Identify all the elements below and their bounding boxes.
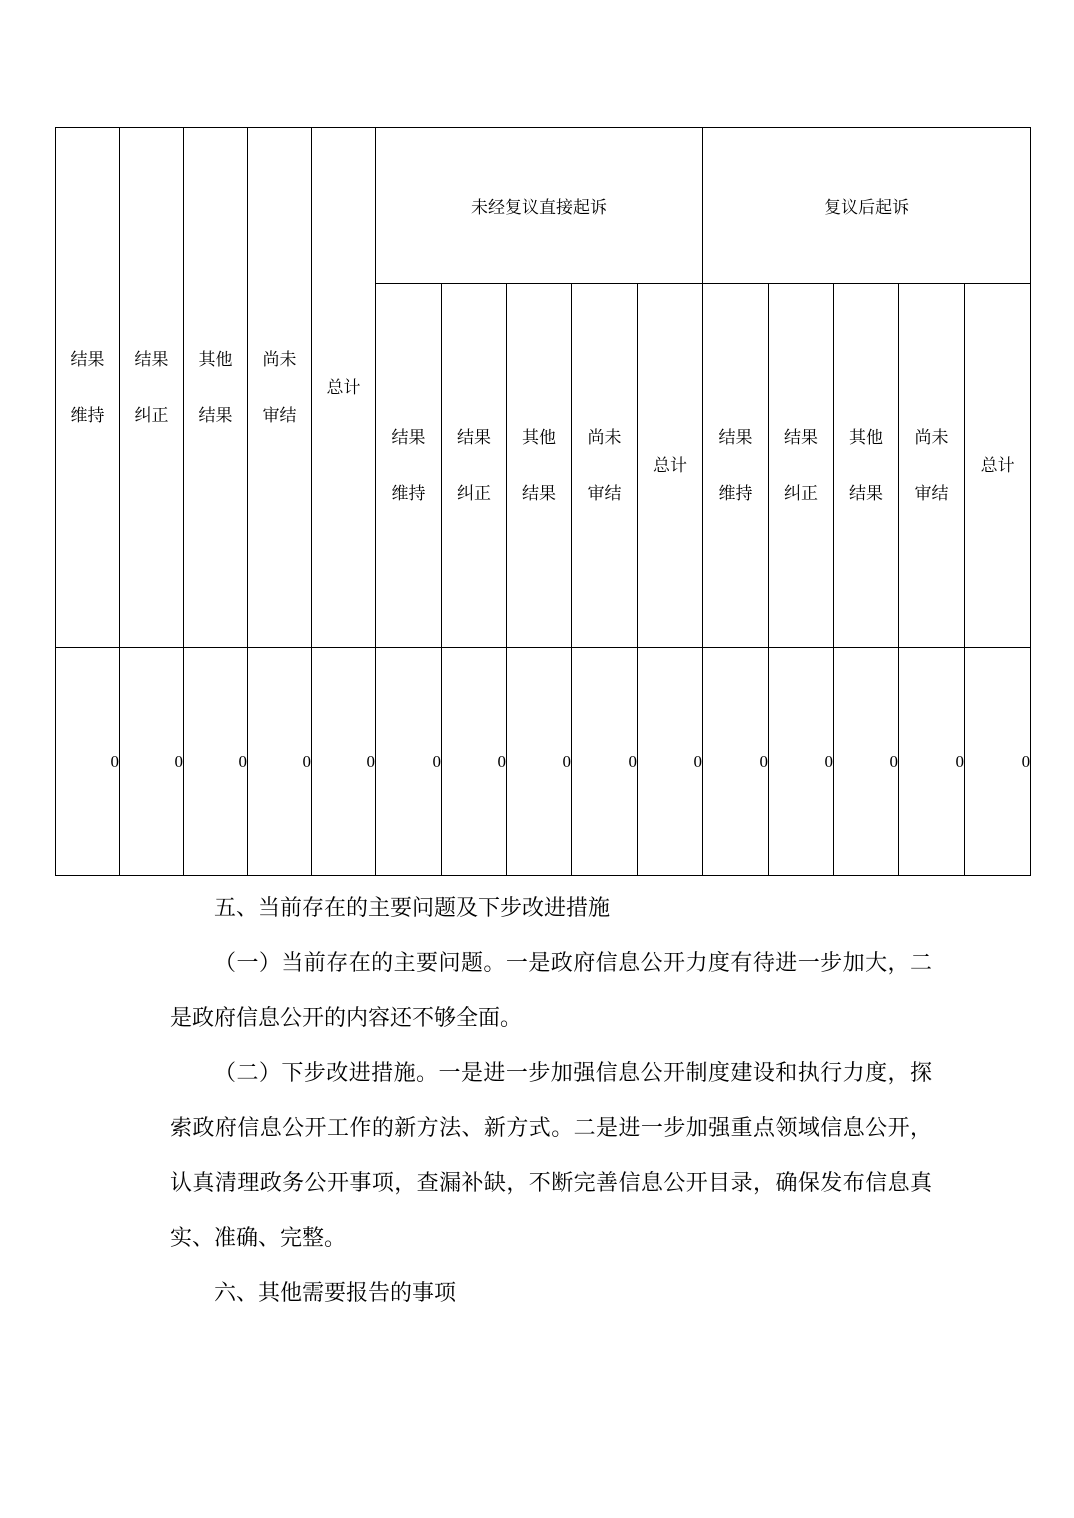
subheader-cell-other-result — [834, 284, 899, 648]
data-cell: 0 — [572, 648, 638, 876]
data-cell: 0 — [442, 648, 507, 876]
header-cell-total — [312, 128, 376, 648]
table-data-row — [56, 648, 1031, 876]
data-cell: 0 — [120, 648, 184, 876]
header-line: 维持 — [718, 483, 753, 503]
lawsuit-stats-table — [55, 127, 1031, 876]
data-cell: 0 — [184, 648, 248, 876]
header-cell-result-corrected — [120, 128, 184, 648]
header-line: 其他 — [522, 427, 556, 447]
header-line: 结果 — [522, 483, 556, 503]
data-cell: 0 — [312, 648, 376, 876]
header-line: 其他 — [849, 427, 884, 447]
header-line: 结果 — [391, 427, 426, 447]
header-line: 尚未 — [262, 349, 297, 369]
header-line: 尚未 — [914, 427, 949, 447]
header-line: 结果 — [198, 405, 233, 425]
header-cell-other-result — [184, 128, 248, 648]
subheader-cell-result-corrected — [769, 284, 834, 648]
data-cell: 0 — [899, 648, 965, 876]
subheader-cell-total — [965, 284, 1031, 648]
header-line: 维持 — [70, 405, 105, 425]
header-line: 维持 — [391, 483, 426, 503]
section-heading-6: 六、其他需要报告的事项 — [214, 1280, 457, 1305]
subheader-cell-total — [638, 284, 703, 648]
header-line: 纠正 — [457, 483, 491, 503]
header-line: 总计 — [980, 455, 1015, 475]
data-cell: 0 — [834, 648, 899, 876]
header-line: 其他 — [198, 349, 233, 369]
header-line: 审结 — [587, 483, 622, 503]
header-line: 纠正 — [134, 405, 169, 425]
group-header-lawsuit-after-review: 复议后起诉 — [703, 128, 1031, 284]
subheader-cell-pending — [572, 284, 638, 648]
header-line: 结果 — [718, 427, 753, 447]
header-line: 结果 — [70, 349, 105, 369]
data-cell: 0 — [376, 648, 442, 876]
data-cell: 0 — [638, 648, 703, 876]
header-cell-pending — [248, 128, 312, 648]
section-heading-5: 五、当前存在的主要问题及下步改进措施 — [214, 895, 611, 920]
data-cell: 0 — [56, 648, 120, 876]
header-line: 结果 — [134, 349, 169, 369]
paragraph-main-problems: （一）当前存在的主要问题。一是政府信息公开力度有待进一步加大，二是政府信息公开的内容还不够全面。 — [170, 950, 932, 1030]
paragraph-improvement-measures: （二）下步改进措施。一是进一步加强信息公开制度建设和执行力度，探索政府信息公开工作的新方法、新方式。二是进一步加强重点领域信息公开，认真清理政务公开事项，查漏补缺，不断完善信息公开目录，确保发布信息真实、准确、完整。 — [170, 1060, 932, 1250]
header-line: 结果 — [457, 427, 491, 447]
header-line: 尚未 — [587, 427, 622, 447]
header-line: 总计 — [326, 377, 361, 397]
data-cell: 0 — [703, 648, 769, 876]
header-line: 审结 — [262, 405, 297, 425]
data-cell: 0 — [769, 648, 834, 876]
header-line: 结果 — [784, 427, 819, 447]
document-body — [0, 880, 1074, 1320]
subheader-cell-result-upheld — [703, 284, 769, 648]
data-cell: 0 — [965, 648, 1031, 876]
table-header-row-top — [56, 128, 1031, 284]
header-line: 纠正 — [784, 483, 819, 503]
subheader-cell-result-upheld — [376, 284, 442, 648]
group-header-direct-lawsuit: 未经复议直接起诉 — [376, 128, 703, 284]
header-line: 总计 — [653, 455, 688, 475]
header-cell-result-upheld — [56, 128, 120, 648]
subheader-cell-result-corrected — [442, 284, 507, 648]
header-line: 审结 — [914, 483, 949, 503]
header-line: 结果 — [849, 483, 884, 503]
data-cell: 0 — [248, 648, 312, 876]
data-cell: 0 — [507, 648, 572, 876]
subheader-cell-pending — [899, 284, 965, 648]
subheader-cell-other-result — [507, 284, 572, 648]
